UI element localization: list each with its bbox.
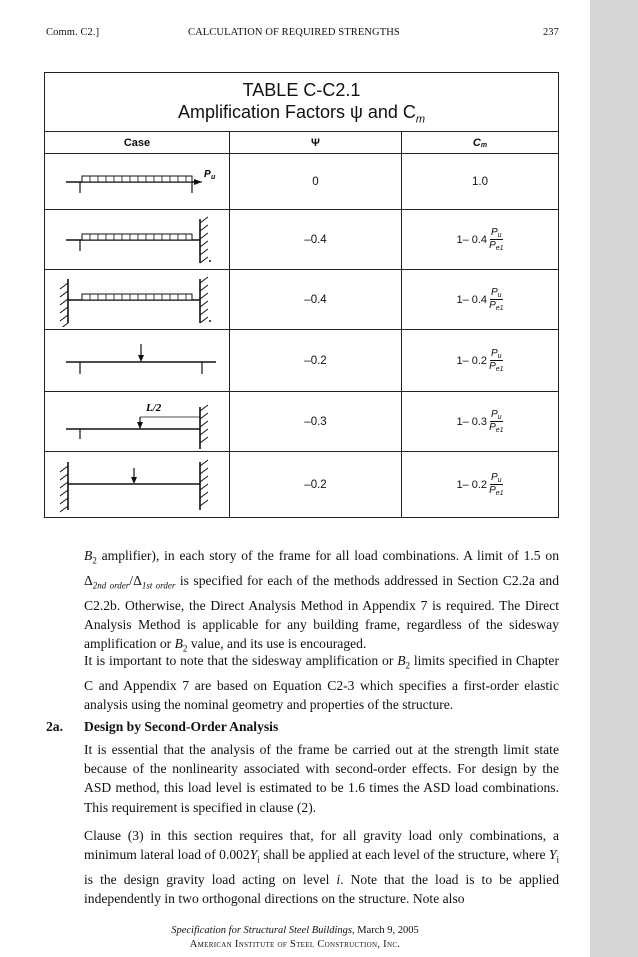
case-diagram-3 — [45, 270, 229, 329]
page-footer — [0, 924, 590, 952]
amplification-factors-table — [44, 72, 559, 518]
footer-line-2: American Institute of Steel Construction, Inc. — [189, 939, 401, 950]
svg-text:u: u — [211, 173, 216, 181]
psi-value: –0.4 — [229, 210, 401, 269]
cm-formula: 1– 0.2 $\frac{P_u}{P_{e1}}$ — [401, 330, 558, 391]
running-head-title: CALCULATION OF REQUIRED STRENGTHS — [188, 27, 400, 38]
table-title-caption: Amplification Factors ψ and $C_m$ — [177, 102, 426, 126]
table-row — [45, 153, 558, 209]
beam-diagram-6 — [52, 456, 222, 514]
paragraph-4: Clause (3) in this section requires that, for all gravity load only combinations, a minimum lateral load of $0.002Y_i$ shall be applied at each level of the structure, where $Y_i$ is the design gravity load acting on level i. Note that the load is to be applied independently in two orthogonal directions on the structure. Note also — [84, 828, 560, 907]
beam-diagram-4 — [52, 334, 222, 388]
cm-formula: 1– 0.4 $\frac{P_u}{P_{e1}}$ — [401, 210, 558, 269]
table-header-row — [45, 131, 558, 153]
table-row — [45, 451, 558, 517]
psi-value: –0.4 — [229, 270, 401, 329]
cm-formula: 1– 0.4 $\frac{P_u}{P_{e1}}$ — [401, 270, 558, 329]
footer-line-1: Specification for Structural Steel Buildings, March 9, 2005 — [171, 925, 419, 936]
header-case: Case — [123, 136, 151, 149]
section-number: 2a. — [46, 719, 63, 734]
table-row — [45, 209, 558, 269]
case-diagram-2 — [45, 210, 229, 269]
running-head — [40, 27, 559, 41]
running-head-left: Comm. C2.] — [46, 27, 100, 38]
table-row — [45, 391, 558, 451]
psi-value: 0 — [229, 154, 401, 209]
cm-formula: 1– 0.2 $\frac{P_u}{P_{e1}}$ — [401, 452, 558, 517]
case-diagram-1 — [45, 154, 229, 209]
table-row — [45, 329, 558, 391]
beam-diagram-2 — [52, 213, 222, 267]
table-title — [45, 79, 558, 131]
page-number: 237 — [542, 27, 559, 38]
cm-value: 1.0 — [401, 154, 558, 209]
header-cm: C $_m$ — [401, 132, 558, 153]
beam-diagram-5 — [52, 395, 222, 449]
beam-diagram-3 — [52, 273, 222, 327]
beam-diagram-1 — [52, 157, 222, 207]
header-psi: Ψ — [229, 132, 401, 153]
cm-formula: 1– 0.3 $\frac{P_u}{P_{e1}}$ — [401, 392, 558, 451]
psi-value: –0.2 — [229, 330, 401, 391]
psi-value: –0.2 — [229, 452, 401, 517]
table-title-number: TABLE C-C2.1 — [242, 80, 361, 100]
paragraph-1: $B_2$ amplifier), in each story of the frame for all load combinations. A limit of 1.5 on $\Delta_{2nd order}/\Delta_{1st order}$ is specified for each of the methods addressed in Section C2.2a and C2.2b. Otherwise, the Direct Analysis Method in Appendix 7 is required. The Direct Analysis Method is applicable for any building frame, regardless of the sidesway amplification or $B_2$ value, and its use is encouraged. — [84, 548, 559, 654]
psi-value: –0.3 — [229, 392, 401, 451]
section-title: Design by Second-Order Analysis — [84, 719, 279, 734]
case-diagram-4 — [45, 330, 229, 391]
page-margin-band — [590, 0, 638, 957]
half-span-label: L/2 — [146, 401, 162, 414]
svg-text:P: P — [204, 168, 211, 180]
section-heading — [46, 719, 278, 735]
table-row — [45, 269, 558, 329]
case-diagram-6 — [45, 452, 229, 517]
paragraph-2: It is important to note that the sidesway amplification or $B_2$ limits specified in Chapter C and Appendix 7 are based on Equation C2-3 which specifies a first-order elastic analysis using the nominal geometry and properties of the structure. — [84, 653, 559, 713]
case-diagram-5 — [45, 392, 229, 451]
paragraph-3: It is essential that the analysis of the frame be carried out at the strength limit state because of the nonlinearity associated with second-order effects. For design by the ASD method, this load level is estimated to be 1.6 times the ASD load combinations. This requirement is specified in clause (2). — [84, 742, 559, 815]
